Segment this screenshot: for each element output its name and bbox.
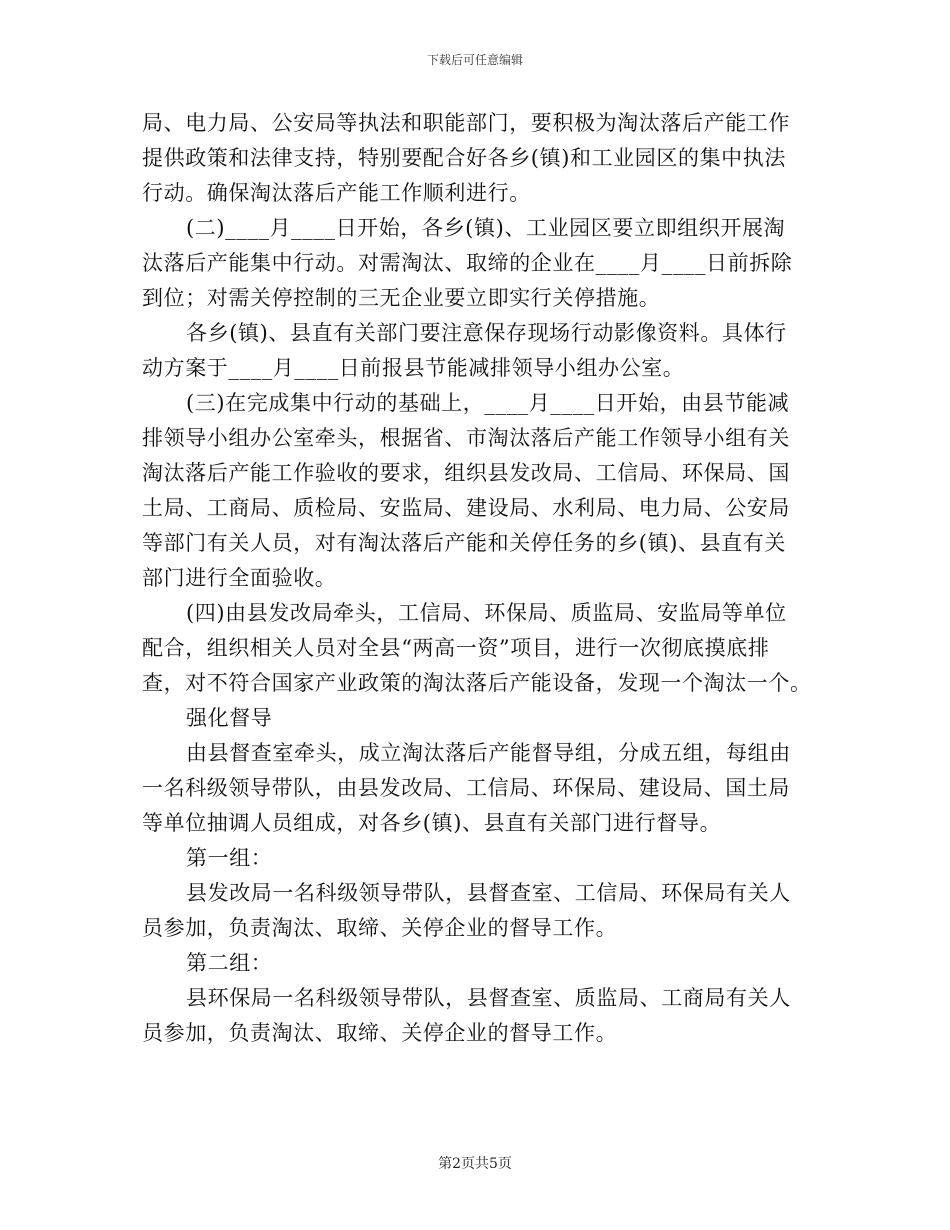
- text-line: 等部门有关人员，对有淘汰落后产能和关停任务的乡(镇)、县直有关: [142, 531, 786, 555]
- text-line: 员参加，负责淘汰、取缔、关停企业的督导工作。: [142, 1021, 618, 1045]
- text-line: 县发改局一名科级领导带队，县督查室、工信局、环保局有关人: [186, 881, 791, 905]
- text-line: 淘汰落后产能工作验收的要求，组织县发改局、工信局、环保局、国: [142, 461, 790, 485]
- page-number: 第2页共5页: [438, 1156, 512, 1172]
- group-heading: 第一组：: [186, 846, 273, 870]
- text-line: 部门进行全面验收。: [142, 566, 337, 590]
- text-line: (三)在完成集中行动的基础上，____月____日开始，由县节能减: [186, 391, 790, 415]
- text-line: 动方案于____月____日前报县节能减排领导小组办公室。: [142, 356, 685, 380]
- text-line: 到位；对需关停控制的三无企业要立即实行关停措施。: [142, 286, 661, 310]
- text-line: 一名科级领导带队，由县发改局、工信局、环保局、建设局、国土局: [142, 776, 790, 800]
- text-line: 等单位抽调人员组成，对各乡(镇)、县直有关部门进行督导。: [142, 811, 722, 835]
- text-line: 配合，组织相关人员对全县“两高一资”项目，进行一次彻底摸底排: [142, 636, 770, 660]
- text-line: 各乡(镇)、县直有关部门要注意保存现场行动影像资料。具体行: [186, 321, 787, 345]
- text-line: 查，对不符合国家产业政策的淘汰落后产能设备，发现一个淘汰一个。: [142, 671, 812, 695]
- text-line: 局、电力局、公安局等执法和职能部门，要积极为淘汰落后产能工作: [142, 111, 790, 135]
- text-line: (二)____月____日开始，各乡(镇)、工业园区要立即组织开展淘: [186, 216, 786, 240]
- text-line: 提供政策和法律支持，特别要配合好各乡(镇)和工业园区的集中执法: [142, 146, 786, 170]
- text-line: 汰落后产能集中行动。对需淘汰、取缔的企业在____月____日前拆除: [142, 251, 793, 275]
- text-line: 行动。确保淘汰落后产能工作顺利进行。: [142, 181, 531, 205]
- text-line: 排领导小组办公室牵头，根据省、市淘汰落后产能工作领导小组有关: [142, 426, 790, 450]
- text-line: 由县督查室牵头，成立淘汰落后产能督导组，分成五组，每组由: [186, 741, 791, 765]
- text-line: 土局、工商局、质检局、安监局、建设局、水利局、电力局、公安局: [142, 496, 790, 520]
- page-header: 下载后可任意编辑: [426, 53, 523, 67]
- text-line: 县环保局一名科级领导带队，县督查室、质监局、工商局有关人: [186, 986, 791, 1010]
- group-heading: 第二组：: [186, 951, 273, 975]
- text-line: 员参加，负责淘汰、取缔、关停企业的督导工作。: [142, 916, 618, 940]
- text-line: (四)由县发改局牵头，工信局、环保局、质监局、安监局等单位: [186, 601, 787, 625]
- document-body: [142, 106, 810, 1051]
- section-heading: 强化督导: [186, 706, 273, 730]
